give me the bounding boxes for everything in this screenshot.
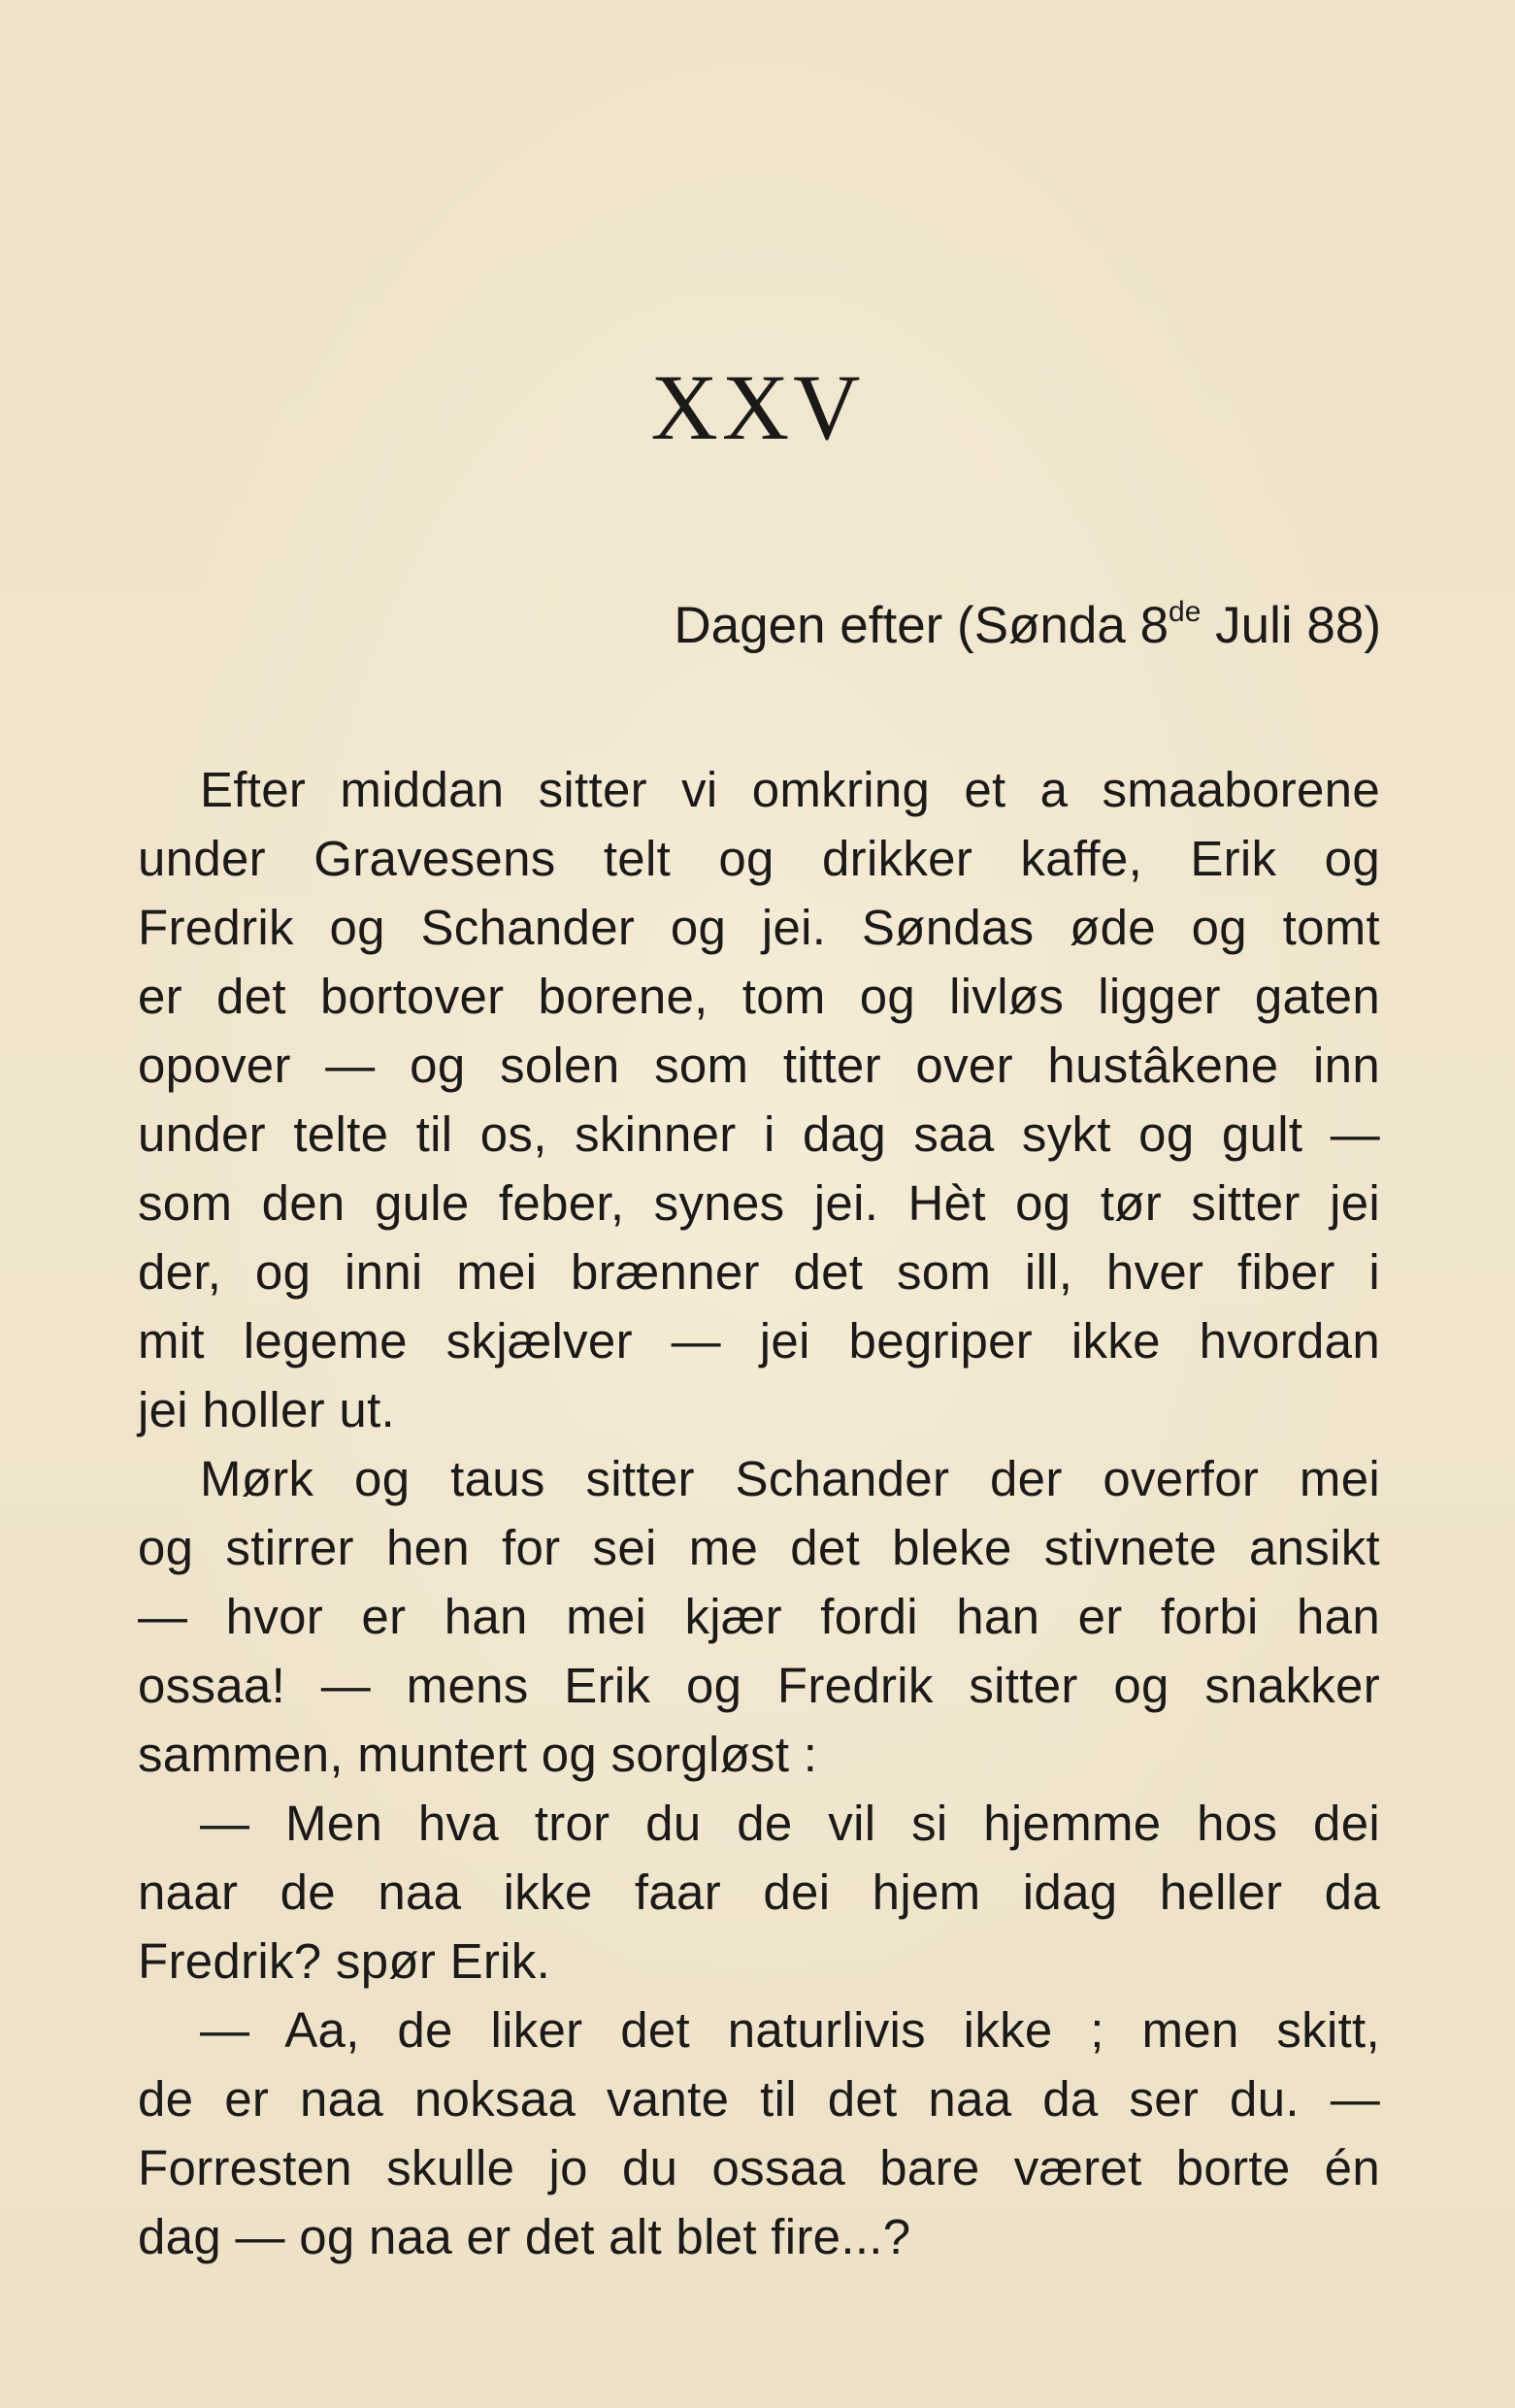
text-line: sammen, muntert og sorgløst : xyxy=(138,1727,818,1782)
text-line: — Men hva tror du de vil si hjemme hos dei xyxy=(200,1796,1380,1851)
text-line: Fredrik og Schander og jei. Søndas øde og tomt xyxy=(138,900,1380,955)
text-line: jei holler ut. xyxy=(138,1382,396,1437)
text-line: ossaa! — mens Erik og Fredrik sitter og snakker xyxy=(138,1658,1380,1713)
text-line: der, og inni mei brænner det som ill, hver fiber i xyxy=(138,1244,1380,1300)
text-line: dag — og naa er det alt blet fire...? xyxy=(138,2209,911,2264)
text-line: de er naa noksaa vante til det naa da ser du. — xyxy=(138,2071,1380,2127)
text-line: Fredrik? spør Erik. xyxy=(138,1933,551,1989)
text-line: — hvor er han mei kjær fordi han er forbi han xyxy=(138,1589,1380,1644)
dateline-after: Juli 88) xyxy=(1201,597,1381,654)
text-line: er det bortover borene, tom og livløs ligger gaten xyxy=(138,969,1380,1024)
text-line: opover — og solen som titter over hustâkene inn xyxy=(138,1038,1380,1093)
dateline-superscript: de xyxy=(1169,596,1202,628)
text-line: Mørk og taus sitter Schander der overfor mei xyxy=(200,1451,1380,1506)
text-line: Efter middan sitter vi omkring et a smaaborene xyxy=(200,762,1380,817)
dateline xyxy=(674,596,1381,654)
body-text xyxy=(138,755,1380,2271)
text-line: under telte til os, skinner i dag saa sykt og gult — xyxy=(138,1106,1380,1162)
text-line: — Aa, de liker det naturlivis ikke ; men skitt, xyxy=(200,2002,1380,2058)
text-line: under Gravesens telt og drikker kaffe, Erik og xyxy=(138,831,1380,886)
text-line: naar de naa ikke faar dei hjem idag heller da xyxy=(138,1864,1380,1920)
dateline-text: Dagen efter (Sønda 8 xyxy=(674,597,1169,654)
text-line: Forresten skulle jo du ossaa bare været borte én xyxy=(138,2140,1380,2195)
text-line: som den gule feber, synes jei. Hèt og tør sitter jei xyxy=(138,1175,1380,1231)
chapter-title: XXV xyxy=(650,355,865,459)
text-line: mit legeme skjælver — jei begriper ikke hvordan xyxy=(138,1313,1380,1369)
text-line: og stirrer hen for sei me det bleke stivnete ansikt xyxy=(138,1520,1380,1575)
